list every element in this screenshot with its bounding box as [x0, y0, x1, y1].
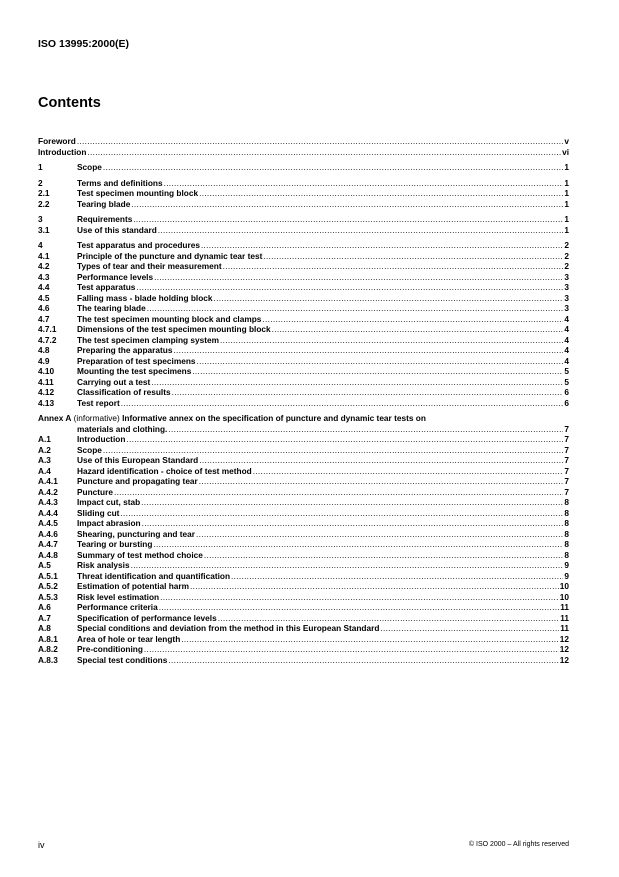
toc-entry-page: 12: [559, 654, 569, 665]
toc-entry-number: 4.2: [38, 261, 50, 271]
dot-leader: [77, 136, 564, 147]
toc-entry-title: Pre-conditioning: [77, 644, 143, 654]
toc-entry-title: Falling mass - blade holding block: [77, 292, 213, 303]
toc-entry-title: Specification of performance levels: [77, 612, 217, 623]
toc-entry[interactable]: [38, 345, 569, 356]
toc-entry-number: A.5.2: [38, 581, 58, 591]
toc-entry-page: 8: [564, 528, 569, 539]
dot-leader: [214, 293, 564, 304]
toc-entry-number: 4.10: [38, 366, 55, 376]
toc-entry-page: 5: [564, 376, 569, 387]
dot-leader: [144, 644, 559, 655]
toc-entry-number: 4.13: [38, 397, 55, 408]
toc-entry[interactable]: [38, 136, 569, 147]
toc-entry[interactable]: [38, 634, 569, 645]
toc-entry[interactable]: [38, 623, 569, 634]
toc-entry-number: 4.9: [38, 355, 50, 366]
toc-entry-page: 10: [559, 581, 569, 591]
page-title: Contents: [38, 95, 101, 111]
toc-entry[interactable]: [38, 655, 569, 666]
toc-entry-title: Estimation of potential harm: [77, 581, 190, 591]
toc-entry[interactable]: [38, 539, 569, 550]
annex-page: 7: [564, 423, 569, 434]
toc-entry-title: Puncture and propagating tear: [77, 476, 198, 486]
toc-entry-page: vi: [562, 146, 569, 157]
toc-entry-page: 4: [564, 334, 569, 345]
toc-entry-title: Foreword: [38, 136, 76, 146]
toc-front-matter: [38, 136, 569, 157]
toc-entry-title: Risk analysis: [77, 560, 130, 570]
toc-entry-number: 2.1: [38, 188, 50, 198]
dot-leader: [253, 466, 564, 477]
toc-entry-number: A.4.4: [38, 507, 58, 518]
toc-entry[interactable]: [38, 293, 569, 304]
toc-entry-page: 1: [564, 162, 569, 172]
dot-leader: [131, 560, 564, 571]
toc-entry-number: A.4.6: [38, 528, 58, 539]
toc-entry-page: 7: [564, 434, 569, 444]
toc-entry-title: Types of tear and their measurement: [77, 261, 222, 271]
toc-entry-page: 11: [560, 623, 569, 633]
toc-entry[interactable]: [38, 214, 569, 225]
dot-leader: [87, 147, 561, 158]
dot-leader: [192, 366, 563, 377]
toc-entry-number: A.1: [38, 434, 51, 444]
dot-leader: [131, 199, 563, 210]
toc-entry-title: The test specimen clamping system: [77, 334, 220, 345]
toc-entry-page: 5: [564, 366, 569, 376]
dot-leader: [121, 398, 564, 409]
toc-entry[interactable]: [38, 455, 569, 466]
toc-entry-number: 1: [38, 162, 43, 172]
toc-entry-page: 3: [564, 303, 569, 313]
toc-entry-number: A.4.8: [38, 549, 58, 560]
toc-entry[interactable]: [38, 518, 569, 529]
toc-entry-number: A.4.7: [38, 539, 58, 549]
toc-entry-number: A.4: [38, 465, 51, 476]
toc-entry-title: Performance criteria: [77, 602, 158, 612]
toc-entry-number: A.4.5: [38, 518, 58, 528]
dot-leader: [196, 529, 563, 540]
toc-entry[interactable]: [38, 162, 569, 173]
dot-leader: [272, 324, 564, 335]
toc-entry-number: 4.7.1: [38, 324, 57, 334]
toc-entry-number: A.8.2: [38, 644, 58, 654]
toc-entry-number: 3: [38, 214, 43, 224]
toc-entry[interactable]: [38, 581, 569, 592]
toc-entry-page: 4: [564, 313, 569, 324]
toc-entry-title: Use of this standard: [77, 224, 157, 235]
toc-entry-title: Performance levels: [77, 271, 154, 282]
toc-entry[interactable]: [38, 225, 569, 236]
dot-leader: [158, 225, 564, 236]
toc-entry-title: Test specimen mounting block: [77, 188, 199, 198]
toc-entry-title: Impact cut, stab: [77, 497, 141, 507]
toc-entry-title: Tearing blade: [77, 198, 131, 209]
toc-entry-number: 4.12: [38, 387, 55, 397]
toc-entry-page: 1: [564, 224, 569, 235]
toc-entry-title: Terms and definitions: [77, 177, 163, 188]
dot-leader: [223, 261, 564, 272]
toc-annex-sections: [38, 434, 569, 665]
toc-entry-title: Preparation of test specimens: [77, 355, 196, 366]
toc-entry[interactable]: [38, 398, 569, 409]
toc-entry[interactable]: [38, 282, 569, 293]
toc-entry-page: 1: [564, 198, 569, 209]
toc-entry[interactable]: [38, 335, 569, 346]
toc-annex-heading-cont: [38, 424, 569, 435]
toc-entry-title: Mounting the test specimens: [77, 366, 192, 376]
dot-leader: [181, 634, 559, 645]
dot-leader: [114, 487, 563, 498]
dot-leader: [199, 455, 563, 466]
toc-entry[interactable]: [38, 487, 569, 498]
toc-entry-number: A.5.1: [38, 570, 58, 581]
toc-entry[interactable]: [38, 366, 569, 377]
toc-entry-page: v: [564, 136, 569, 146]
toc-entry[interactable]: [38, 356, 569, 367]
dot-leader: [168, 655, 558, 666]
toc-entry-page: 2: [564, 261, 569, 271]
dot-leader: [126, 434, 563, 445]
dot-leader: [218, 613, 560, 624]
toc-entry-title: Hazard identification - choice of test method: [77, 465, 252, 476]
dot-leader: [262, 314, 563, 325]
toc-entry-page: 10: [559, 591, 569, 602]
toc-entry-number: 4.7.2: [38, 334, 57, 345]
toc-entry-page: 1: [564, 188, 569, 198]
toc-entry[interactable]: [38, 261, 569, 272]
toc-entry-page: 8: [564, 549, 569, 560]
toc-entry[interactable]: [38, 387, 569, 398]
toc-entry[interactable]: [38, 434, 569, 445]
toc-entry-number: A.8.1: [38, 633, 58, 644]
toc-entry-title: Preparing the apparatus: [77, 345, 173, 355]
toc-entry-number: 4.5: [38, 292, 50, 303]
toc-entry[interactable]: [38, 508, 569, 519]
toc-entry-title: The test specimen mounting block and clamps: [77, 313, 262, 324]
dot-leader: [154, 272, 563, 283]
toc-entry-title: Classification of results: [77, 387, 171, 397]
toc-entry-number: A.4.3: [38, 497, 58, 507]
toc-entry-number: 4.4: [38, 282, 50, 292]
toc-entry-title: Shearing, puncturing and tear: [77, 528, 196, 539]
dot-leader: [151, 377, 563, 388]
toc-entry-page: 7: [564, 476, 569, 486]
toc-entry-title: Dimensions of the test specimen mounting block: [77, 324, 271, 334]
dot-leader: [204, 550, 564, 561]
document-header: ISO 13995:2000(E): [38, 38, 130, 50]
toc-entry-page: 11: [560, 612, 569, 623]
toc-entry-title: Test report: [77, 397, 120, 408]
toc-entry-title: Puncture: [77, 486, 113, 497]
toc-entry-number: 4: [38, 240, 43, 250]
toc-entry-title: Special conditions and deviation from the method in this European Standard: [77, 623, 380, 633]
toc-entry[interactable]: [38, 560, 569, 571]
toc-entry[interactable]: [38, 466, 569, 477]
toc-entry-title: The tearing blade: [77, 303, 146, 313]
toc-entry[interactable]: [38, 303, 569, 314]
dot-leader: [231, 571, 563, 582]
toc-entry-number: 4.1: [38, 250, 50, 261]
toc-entry-page: 8: [564, 518, 569, 528]
toc-entry-number: 4.8: [38, 345, 50, 355]
toc-entry-number: 2: [38, 177, 43, 188]
toc-annex-heading: [38, 413, 569, 424]
toc-entry[interactable]: [38, 324, 569, 335]
dot-leader: [164, 178, 564, 189]
dot-leader: [133, 214, 563, 225]
toc-entry-title: Sliding cut: [77, 507, 120, 518]
toc-entry[interactable]: [38, 613, 569, 624]
dot-leader: [263, 251, 563, 262]
dot-leader: [153, 539, 563, 550]
toc-entry[interactable]: [38, 314, 569, 325]
toc-entry-title: Principle of the puncture and dynamic tear test: [77, 250, 263, 261]
toc-entry[interactable]: [38, 251, 569, 262]
dot-leader: [199, 188, 563, 199]
toc-entry[interactable]: [38, 497, 569, 508]
annex-label: Annex A: [38, 413, 72, 423]
toc-entry-page: 11: [560, 602, 569, 612]
dot-leader: [172, 387, 564, 398]
toc-entry-number: A.8: [38, 623, 51, 633]
toc-entry-number: A.3: [38, 455, 51, 465]
toc-entry-page: 4: [564, 324, 569, 334]
dot-leader: [103, 445, 563, 456]
toc-entry-title: Carrying out a test: [77, 376, 151, 387]
dot-leader: [380, 623, 559, 634]
toc-entry[interactable]: [38, 272, 569, 283]
toc-entry-page: 9: [564, 560, 569, 570]
toc-entry-page: 8: [564, 539, 569, 549]
toc-entry-page: 7: [564, 486, 569, 497]
toc-entry-page: 8: [564, 507, 569, 518]
toc-entry-page: 8: [564, 497, 569, 507]
dot-leader: [136, 282, 563, 293]
dot-leader: [168, 424, 563, 435]
toc-entry-page: 3: [564, 271, 569, 282]
toc-entry-page: 6: [564, 387, 569, 397]
dot-leader: [199, 476, 564, 487]
toc-entry-page: 7: [564, 455, 569, 465]
annex-title-line1: Informative annex on the specification of puncture and dynamic tear tests on: [122, 413, 426, 423]
dot-leader: [120, 508, 563, 519]
toc-entry-title: Test apparatus and procedures: [77, 240, 200, 250]
toc-entry-title: Requirements: [77, 214, 133, 224]
toc-entry-number: 4.6: [38, 303, 50, 313]
dot-leader: [220, 335, 563, 346]
toc-entry[interactable]: [38, 644, 569, 655]
toc-entry-page: 7: [564, 465, 569, 476]
toc-entry[interactable]: [38, 377, 569, 388]
toc-entry-number: 2.2: [38, 198, 50, 209]
toc-entry-number: A.5.3: [38, 591, 58, 602]
toc-entry[interactable]: [38, 550, 569, 561]
dot-leader: [190, 581, 559, 592]
toc-entry[interactable]: [38, 199, 569, 210]
toc-entry-page: 1: [564, 214, 569, 224]
toc-entry[interactable]: [38, 476, 569, 487]
toc-entry-title: Impact abrasion: [77, 518, 141, 528]
toc-entry-page: 9: [564, 570, 569, 581]
toc-entry-title: Threat identification and quantification: [77, 570, 231, 581]
dot-leader: [142, 518, 564, 529]
toc-entry-number: A.7: [38, 612, 51, 623]
toc-entry-page: 12: [559, 633, 569, 644]
toc-entry-number: 4.7: [38, 313, 50, 324]
dot-leader: [103, 162, 563, 173]
toc-entry-title: Tearing or bursting: [77, 539, 153, 549]
toc-entry-page: 3: [564, 292, 569, 303]
toc-entry[interactable]: [38, 602, 569, 613]
toc-entry-number: A.2: [38, 444, 51, 455]
footer-page-number: iv: [38, 840, 45, 850]
toc-entry-number: A.6: [38, 602, 51, 612]
toc-entry-title: Test apparatus: [77, 282, 136, 292]
toc-entry-page: 12: [559, 644, 569, 654]
toc-entry[interactable]: [38, 529, 569, 540]
dot-leader: [141, 497, 563, 508]
toc-entry-page: 4: [564, 345, 569, 355]
dot-leader: [197, 356, 564, 367]
toc-entry-title: Introduction: [38, 146, 87, 157]
toc-entry-page: 6: [564, 397, 569, 408]
toc-entry[interactable]: [38, 188, 569, 199]
toc-entry[interactable]: [38, 571, 569, 582]
toc-entry-number: 4.3: [38, 271, 50, 282]
toc-entry[interactable]: [38, 592, 569, 603]
dot-leader: [159, 602, 560, 613]
toc-entry-number: 4.11: [38, 376, 54, 387]
dot-leader: [160, 592, 559, 603]
toc-entry-title: Risk level estimation: [77, 591, 160, 602]
dot-leader: [173, 345, 563, 356]
toc-entry-page: 2: [564, 250, 569, 261]
toc-entry-title: Special test conditions: [77, 654, 168, 665]
toc-entry-number: A.8.3: [38, 654, 58, 665]
toc-main-sections: [38, 162, 569, 408]
toc-entry-page: 1: [564, 177, 569, 188]
toc-entry-page: 4: [564, 355, 569, 366]
toc-entry-number: A.4.1: [38, 476, 58, 486]
toc-entry-number: A.4.2: [38, 486, 58, 497]
dot-leader: [147, 303, 564, 314]
toc-entry-title: Scope: [77, 162, 102, 172]
toc-entry-title: Scope: [77, 444, 102, 455]
toc-entry-page: 7: [564, 444, 569, 455]
footer-copyright: © ISO 2000 – All rights reserved: [468, 841, 569, 848]
toc-entry-title: Area of hole or tear length: [77, 633, 181, 644]
toc-entry-title: Summary of test method choice: [77, 549, 203, 560]
toc-entry-page: 2: [564, 240, 569, 250]
toc-entry[interactable]: [38, 240, 569, 251]
toc-entry-number: A.5: [38, 560, 51, 570]
toc-entry[interactable]: [38, 147, 569, 158]
dot-leader: [201, 240, 563, 251]
toc-entry-number: 3.1: [38, 224, 50, 235]
annex-title-line2: materials and clothing.: [77, 423, 168, 434]
annex-qualifier: (informative): [71, 413, 123, 423]
table-of-contents: [38, 136, 569, 665]
toc-entry-title: Use of this European Standard: [77, 455, 199, 465]
toc-entry[interactable]: [38, 445, 569, 456]
toc-entry-title: Introduction: [77, 434, 126, 444]
toc-entry-page: 3: [564, 282, 569, 292]
toc-entry[interactable]: [38, 178, 569, 189]
